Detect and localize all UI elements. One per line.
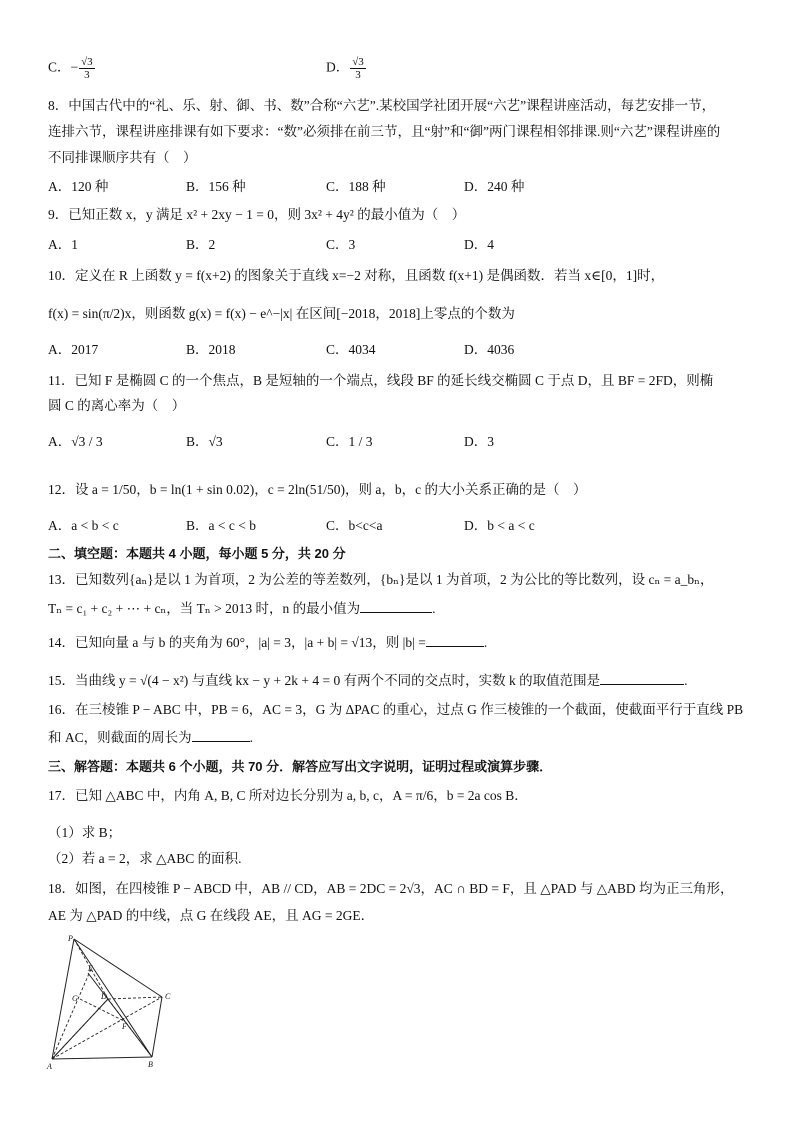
q18-line2: AE 为 △PAD 的中线，点 G 在线段 AE，且 AG = 2GE． [48, 908, 375, 923]
q9-option-c: C．3 [326, 237, 356, 252]
q11-option-a: A．√3 / 3 [48, 434, 103, 449]
q9-option-b: B．2 [186, 237, 216, 252]
q10-stem-line1: 10．定义在 R 上函数 y = f(x+2) 的图象关于直线 x=−2 对称，且函数 f(x+1) 是偶函数．若当 x∈[0，1]时， [48, 268, 665, 283]
q8-option-b: B．156 种 [186, 179, 246, 194]
q11-option-c: C．1 / 3 [326, 434, 373, 449]
q13-line1: 13．已知数列{aₙ}是以 1 为首项，2 为公差的等差数列，{bₙ}是以 1 为首项，2 为公比的等比数列，设 cₙ = a_bₙ， [48, 572, 714, 587]
edge-PA [52, 939, 74, 1059]
q13-line2: Tₙ = c₁ + c₂ + ⋯ + cₙ，当 Tₙ > 2013 时，n 的最小值为 . [48, 598, 435, 619]
q17-stem: 17．已知 △ABC 中，内角 A, B, C 所对边长分别为 a, b, c，A = π/6，b = 2a cos B． [48, 788, 528, 803]
label-G: G [72, 994, 78, 1003]
q8-option-a: A．120 种 [48, 179, 109, 194]
edge-GF [80, 999, 124, 1021]
q16-line2: 和 AC，则截面的周长为 . [48, 727, 253, 748]
label-B: B [148, 1060, 153, 1069]
q8-option-d: D．240 种 [464, 179, 525, 194]
q9-option-d: D．4 [464, 237, 494, 252]
edge-AE-median [52, 969, 91, 1059]
label-A: A [47, 1062, 52, 1071]
q11-option-d: D．3 [464, 434, 494, 449]
q8-stem-line2: 连排六节，课程讲座排课有如下要求：“数”必须排在前三节，且“射”和“御”两门课程相邻排课.则“六艺”课程讲座的 [48, 124, 721, 139]
q7-option-d: D． $\frac{√3}{3}$ [326, 56, 364, 81]
q9-stem: 9．已知正数 x，y 满足 x² + 2xy − 1 = 0，则 3x² + 4y² 的最小值为（ ） [48, 207, 466, 222]
section-fill-in-heading: 二、填空题：本题共 4 小题，每小题 5 分，共 20 分 [48, 546, 346, 561]
q8-stem-line1: 8．中国古代中的“礼、乐、射、御、书、数”合称“六艺”.某校国学社团开展“六艺”课程讲座活动，每艺安排一节， [48, 98, 716, 113]
label-P: P [68, 934, 73, 943]
q8-stem-line3: 不同排课顺序共有（ ） [48, 150, 197, 165]
q12-stem: 12．设 a = 1/50，b = ln(1 + sin 0.02)，c = 2ln(51/50)，则 a，b，c 的大小关系正确的是（ ） [48, 482, 587, 497]
q14-stem: 14．已知向量 a 与 b 的夹角为 60°，|a| = 3，|a + b| = √13，则 |b| = . [48, 632, 487, 653]
q9-option-a: A．1 [48, 237, 78, 252]
q18-line1: 18．如图，在四棱锥 P − ABCD 中，AB // CD，AB = 2DC = 2√3，AC ∩ BD = F，且 △PAD 与 △ABD 均为正三角形， [48, 881, 734, 896]
edge-BC [152, 997, 162, 1057]
q11-stem-line1: 11．已知 F 是椭圆 C 的一个焦点，B 是短轴的一个端点，线段 BF 的延长线交椭圆 C 于点 D，且 BF = 2FD，则椭 [48, 373, 714, 388]
q11-stem-line2: 圆 C 的离心率为（ ） [48, 398, 186, 413]
label-E: E [88, 964, 93, 973]
edge-AC [52, 997, 162, 1059]
q10-option-c: C．4034 [326, 342, 376, 357]
section-solution-heading: 三、解答题：本题共 6 个小题，共 70 分．解答应写出文字说明，证明过程或演算步骤． [48, 759, 553, 774]
label-D: D [101, 992, 107, 1001]
q12-option-b: B．a < c < b [186, 518, 256, 533]
q15-stem: 15．当曲线 y = √(4 − x²) 与直线 kx − y + 2k + 4 = 0 有两个不同的交点时，实数 k 的取值范围是 . [48, 670, 688, 691]
edge-DB [108, 999, 152, 1057]
q17-part2: （2）若 a = 2，求 △ABC 的面积. [48, 851, 242, 866]
q10-option-b: B．2018 [186, 342, 236, 357]
q11-option-b: B．√3 [186, 434, 223, 449]
label-F: F [122, 1022, 127, 1031]
q16-answer-blank [192, 727, 250, 742]
pyramid-edges [52, 939, 162, 1059]
q13-answer-blank [360, 598, 432, 613]
q15-answer-blank [600, 670, 684, 685]
q12-option-a: A．a < b < c [48, 518, 119, 533]
q14-answer-blank [426, 632, 484, 647]
q10-option-a: A．2017 [48, 342, 99, 357]
q16-line1: 16．在三棱锥 P − ABC 中，PB = 6，AC = 3，G 为 ΔPAC 的重心，过点 G 作三棱锥的一个截面，使截面平行于直线 PB [48, 702, 744, 717]
edge-AB [52, 1057, 152, 1059]
q10-option-d: D．4036 [464, 342, 515, 357]
q17-part1: （1）求 B； [48, 825, 122, 840]
edge-DC [108, 997, 162, 999]
q10-stem-line2: f(x) = sin(π/2)x，则函数 g(x) = f(x) − e^−|x| 在区间[−2018，2018]上零点的个数为 [48, 306, 515, 321]
q12-option-d: D．b < a < c [464, 518, 535, 533]
q7-option-c: C．− $\frac{√3}{3}$ [48, 56, 93, 81]
q12-option-c: C．b<c<a [326, 518, 383, 533]
pyramid-figure [44, 933, 182, 1073]
label-C: C [165, 992, 171, 1001]
q8-option-c: C．188 种 [326, 179, 386, 194]
